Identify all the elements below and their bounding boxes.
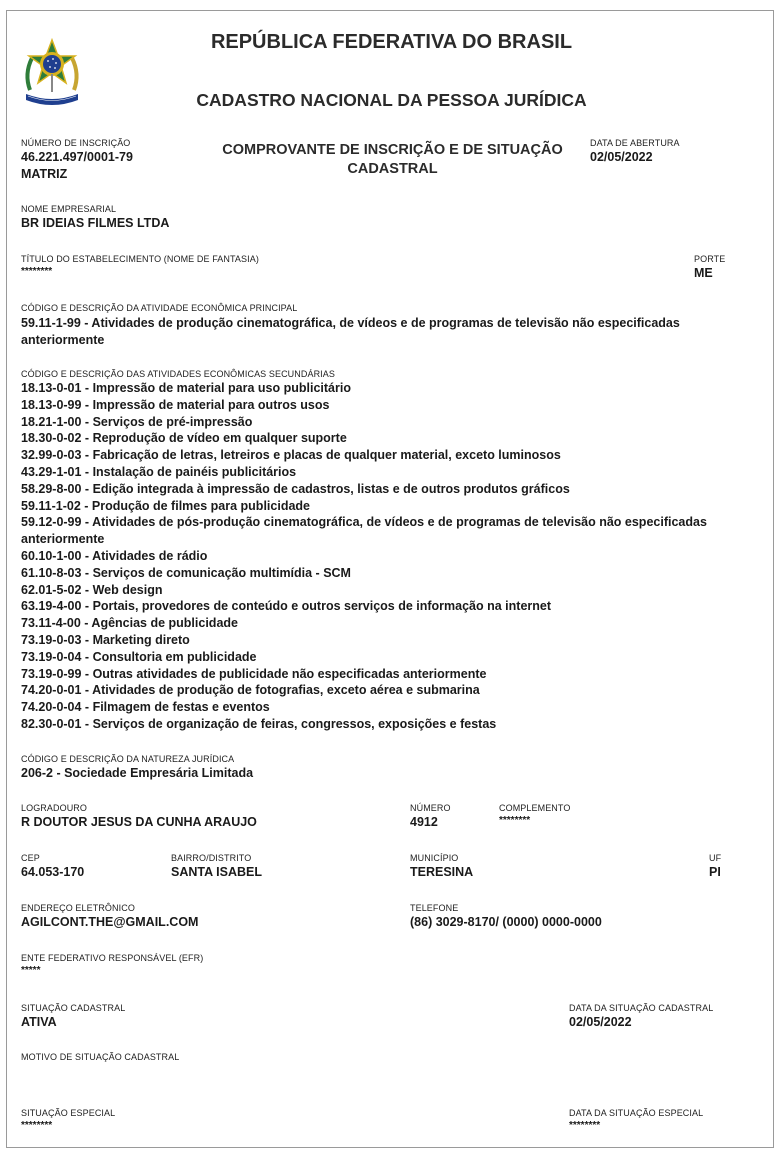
list-item: 59.12-0-99 - Atividades de pós-produção cinematográfica, de vídeos e de programas de televisão não especificadas anteriormente <box>21 515 707 547</box>
document-title-line1: COMPROVANTE DE INSCRIÇÃO E DE SITUAÇÃO <box>222 142 563 158</box>
efr-label: ENTE FEDERATIVO RESPONSÁVEL (EFR) <box>21 953 204 963</box>
list-item: 32.99-0-03 - Fabricação de letras, letreiros e placas de qualquer material, exceto luminosos <box>21 448 561 463</box>
situacao-value: ATIVA <box>21 1015 57 1029</box>
list-item: 18.30-0-02 - Reprodução de vídeo em qualquer suporte <box>21 431 347 446</box>
list-item: 18.13-0-01 - Impressão de material para uso publicitário <box>21 381 351 395</box>
motivo-label: MOTIVO DE SITUAÇÃO CADASTRAL <box>21 1052 180 1062</box>
list-item: 58.29-8-00 - Edição integrada à impressão de cadastros, listas e de outros produtos gráficos <box>21 481 570 496</box>
list-item: 73.11-4-00 - Agências de publicidade <box>21 616 238 631</box>
atividade-principal-label: CÓDIGO E DESCRIÇÃO DA ATIVIDADE ECONÔMICA PRINCIPAL <box>21 303 298 313</box>
logradouro-value: R DOUTOR JESUS DA CUNHA ARAUJO <box>21 815 257 829</box>
fantasia-value: ******** <box>21 266 53 277</box>
complemento-label: COMPLEMENTO <box>499 803 571 813</box>
porte-label: PORTE <box>694 254 726 264</box>
telefone-label: TELEFONE <box>410 903 459 913</box>
fantasia-label: TÍTULO DO ESTABELECIMENTO (NOME DE FANTASIA) <box>21 254 259 264</box>
numero-label: NÚMERO <box>410 803 451 813</box>
email-value: AGILCONT.THE@GMAIL.COM <box>21 915 199 929</box>
data-situacao-label: DATA DA SITUAÇÃO CADASTRAL <box>569 1003 714 1013</box>
complemento-value: ******** <box>499 815 531 826</box>
uf-value: PI <box>709 865 721 879</box>
porte-value: ME <box>694 266 713 280</box>
list-item: 73.19-0-99 - Outras atividades de publicidade não especificadas anteriormente <box>21 666 487 681</box>
data-situacao-especial-label: DATA DA SITUAÇÃO ESPECIAL <box>569 1108 704 1118</box>
list-item: 60.10-1-00 - Atividades de rádio <box>21 548 208 563</box>
situacao-especial-label: SITUAÇÃO ESPECIAL <box>21 1108 116 1118</box>
list-item: 18.21-1-00 - Serviços de pré-impressão <box>21 414 253 429</box>
bairro-label: BAIRRO/DISTRITO <box>171 853 252 863</box>
cep-label: CEP <box>21 853 40 863</box>
list-item: 73.19-0-03 - Marketing direto <box>21 632 190 647</box>
numero-value: 4912 <box>410 815 438 829</box>
list-item: 18.13-0-99 - Impressão de material para outros usos <box>21 397 330 412</box>
atividades-secundarias-label: CÓDIGO E DESCRIÇÃO DAS ATIVIDADES ECONÔMICAS SECUNDÁRIAS <box>21 369 335 379</box>
list-item: 73.19-0-04 - Consultoria em publicidade <box>21 649 257 664</box>
list-item: 63.19-4-00 - Portais, provedores de conteúdo e outros serviços de informação na internet <box>21 599 552 614</box>
list-item: 82.30-0-01 - Serviços de organização de feiras, congressos, exposições e festas <box>21 716 497 731</box>
document-title <box>205 141 580 179</box>
efr-value: ***** <box>21 965 41 976</box>
list-item: 62.01-5-02 - Web design <box>21 582 163 597</box>
logradouro-label: LOGRADOURO <box>21 803 88 813</box>
situacao-especial-value: ******** <box>21 1120 53 1131</box>
inscricao-type: MATRIZ <box>21 167 68 181</box>
cep-value: 64.053-170 <box>21 865 85 879</box>
list-item: 61.10-8-03 - Serviços de comunicação multimídia - SCM <box>21 565 351 580</box>
document-title-line2: CADASTRAL <box>347 161 438 177</box>
inscricao-label: NÚMERO DE INSCRIÇÃO <box>21 138 131 148</box>
abertura-value: 02/05/2022 <box>590 150 653 164</box>
country-title: REPÚBLICA FEDERATIVA DO BRASIL <box>210 31 573 53</box>
municipio-label: MUNICÍPIO <box>410 853 459 863</box>
municipio-value: TERESINA <box>410 865 474 879</box>
list-item: 74.20-0-01 - Atividades de produção de fotografias, exceto aérea e submarina <box>21 683 480 698</box>
registry-title: CADASTRO NACIONAL DA PESSOA JURÍDICA <box>196 90 587 110</box>
natureza-label: CÓDIGO E DESCRIÇÃO DA NATUREZA JURÍDICA <box>21 754 235 764</box>
inscricao-number: 46.221.497/0001-79 <box>21 150 133 164</box>
nome-empresarial-label: NOME EMPRESARIAL <box>21 204 117 214</box>
situacao-label: SITUAÇÃO CADASTRAL <box>21 1003 126 1013</box>
list-item: 43.29-1-01 - Instalação de painéis publicitários <box>21 464 297 479</box>
uf-label: UF <box>709 853 722 863</box>
email-label: ENDEREÇO ELETRÔNICO <box>21 903 135 913</box>
atividades-secundarias-list <box>21 380 761 733</box>
data-situacao-especial-value: ******** <box>569 1120 601 1131</box>
telefone-value: (86) 3029-8170/ (0000) 0000-0000 <box>410 915 602 929</box>
abertura-label: DATA DE ABERTURA <box>590 138 680 148</box>
list-item: 59.11-1-02 - Produção de filmes para publicidade <box>21 498 310 513</box>
data-situacao-value: 02/05/2022 <box>569 1015 632 1029</box>
atividade-principal-value: 59.11-1-99 - Atividades de produção cinematográfica, de vídeos e de programas de televisão não especificadas anteriormente <box>21 316 680 347</box>
bairro-value: SANTA ISABEL <box>171 865 262 879</box>
natureza-value: 206-2 - Sociedade Empresária Limitada <box>21 766 254 780</box>
nome-empresarial-value: BR IDEIAS FILMES LTDA <box>21 216 170 230</box>
list-item: 74.20-0-04 - Filmagem de festas e eventos <box>21 700 270 715</box>
